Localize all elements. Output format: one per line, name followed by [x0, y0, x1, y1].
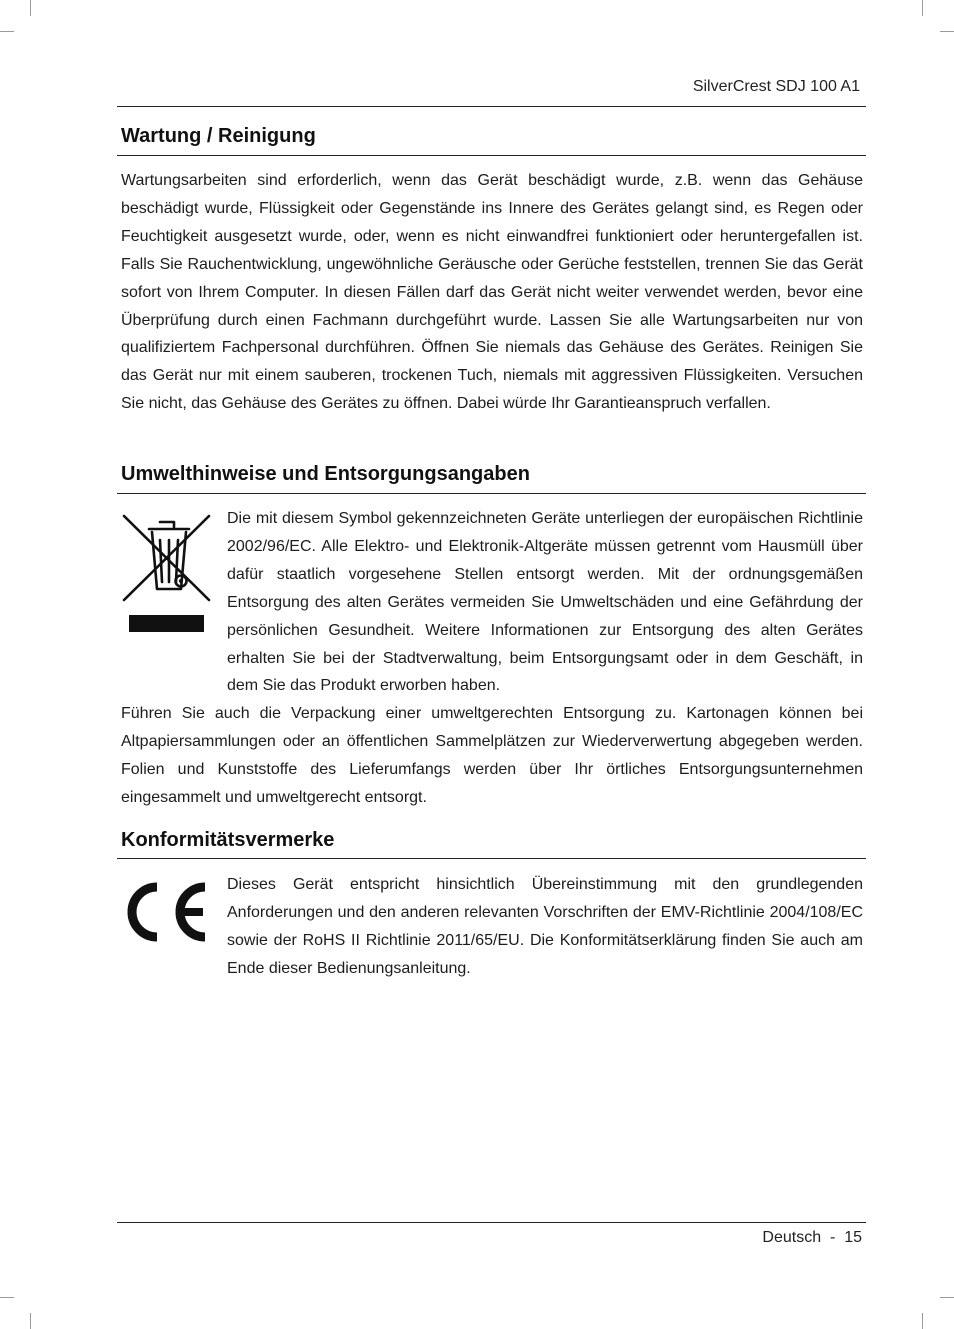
page-number: Deutsch - 15: [762, 1229, 862, 1246]
crop-mark: [922, 0, 923, 16]
conformity-paragraph: Dieses Gerät entspricht hinsichtlich Übereinstimmung mit den grundlegenden Anforderungen und den anderen relevanten Vorschriften der EMV-Richtlinie 2004/108/EC sowie der RoHS II Richtlinie 2011/65/EU. Die Konformitätserklärung finden Sie auch am Ende dieser Bedienungsanleitung.: [227, 876, 863, 977]
footer-rule: [117, 1222, 866, 1223]
weee-paragraph: Die mit diesem Symbol gekennzeichneten Geräte unterliegen der europäischen Richtlinie 2002/96/EC. Alle Elektro- und Elektronik-Altgeräte müssen getrennt vom Hausmüll über dafür staatlich vorgesehene Stellen entsorgt werden. Mit der ordnungsgemäßen Entsorgung des alten Gerätes vermeiden Sie Umweltschäden und eine Gefährdung der persönlichen Gesundheit. Weitere Informationen zur Entsorgung des alten Gerätes erhalten Sie bei der Stadtverwaltung, beim Entsorgungsamt oder in dem Geschäft, in dem Sie das Produkt erworben haben.: [227, 510, 863, 695]
crop-mark: [0, 31, 14, 32]
crop-mark: [0, 1297, 14, 1298]
section-title-conformity: Konformitätsvermerke: [121, 829, 335, 851]
section-title-environment: Umwelthinweise und Entsorgungsangaben: [121, 463, 530, 485]
section-rule: [117, 493, 866, 494]
section-rule: [117, 155, 866, 156]
section-title-maintenance: Wartung / Reinigung: [121, 125, 316, 147]
crop-mark: [940, 31, 954, 32]
header-rule: [117, 106, 866, 107]
crop-mark: [922, 1313, 923, 1329]
packaging-paragraph: Führen Sie auch die Verpackung einer umweltgerechten Entsorgung zu. Kartonagen können bei Altpapiersammlungen oder an öffentlichen Sammelplätzen zur Wiederverwertung abgegeben werden. Folien und Kunststoffe des Lieferumfangs werden über Ihr örtliches Entsorgungsunternehmen eingesammelt und umweltgerecht entsorgt.: [121, 705, 863, 806]
crop-mark: [940, 1297, 954, 1298]
crop-mark: [30, 1313, 31, 1329]
ce-mark-icon: [121, 881, 213, 943]
section-rule: [117, 858, 866, 859]
maintenance-paragraph: Wartungsarbeiten sind erforderlich, wenn das Gerät beschädigt wurde, z.B. wenn das Gehäuse beschädigt wurde, Flüssigkeit oder Gegenstände ins Innere des Gerätes gelangt sind, es Regen oder Feuchtigkeit ausgesetzt wurde, oder, wenn es nicht einwandfrei funktioniert oder heruntergefallen ist. Falls Sie Rauchentwicklung, ungewöhnliche Geräusche oder Gerüche feststellen, trennen Sie das Gerät sofort von Ihrem Computer. In diesen Fällen darf das Gerät nicht weiter verwendet werden, bevor eine Überprüfung durch einen Fachmann durchgeführt wurde. Lassen Sie alle Wartungsarbeiten nur von qualifiziertem Fachpersonal durchführen. Öffnen Sie niemals das Gehäuse des Gerätes. Reinigen Sie das Gerät nur mit einem sauberen, trockenen Tuch, niemals mit aggressiven Flüssigkeiten. Versuchen Sie nicht, das Gehäuse des Gerätes zu öffnen. Dabei würde Ihr Garantieanspruch verfallen.: [121, 172, 863, 413]
running-header: SilverCrest SDJ 100 A1: [692, 78, 860, 95]
weee-crossed-bin-icon: [121, 512, 213, 636]
crop-mark: [30, 0, 31, 16]
